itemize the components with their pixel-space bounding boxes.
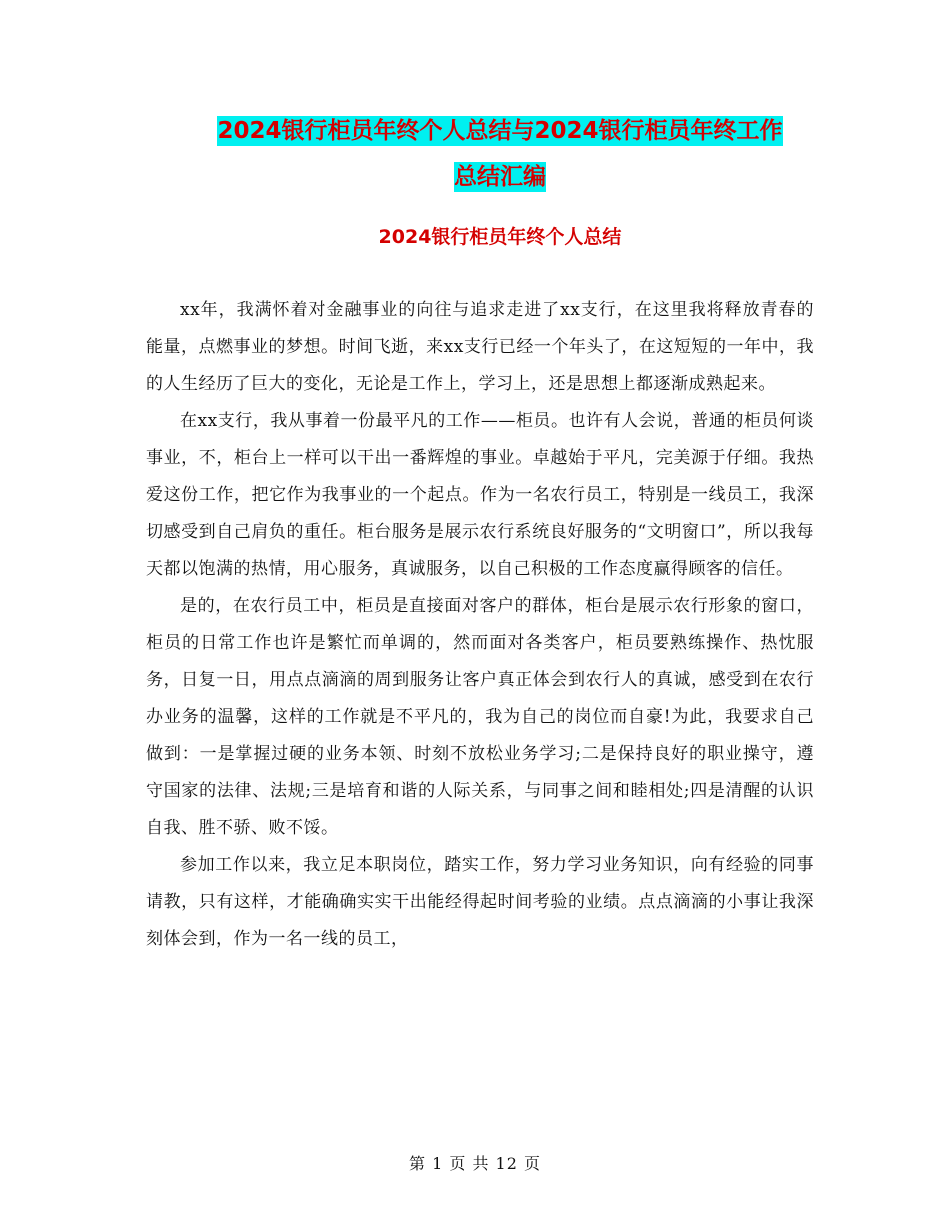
document-title-line-1: 2024银行柜员年终个人总结与2024银行柜员年终工作	[217, 118, 783, 144]
paragraph: 是的，在农行员工中，柜员是直接面对客户的群体，柜台是展示农行形象的窗口，柜员的日常工作也许是繁忙而单调的，然而面对各类客户，柜员要熟练操作、热忱服务，日复一日，用点点滴滴的周到服务让客户真正体会到农行人的真诚，感受到在农行办业务的温馨，这样的工作就是不平凡的，我为自己的岗位而自豪!为此，我要求自己做到：一是掌握过硬的业务本领、时刻不放松业务学习;二是保持良好的职业操守，遵守国家的法律、法规;三是培育和谐的人际关系，与同事之间和睦相处;四是清醒的认识自我、胜不骄、败不馁。	[146, 596, 814, 838]
paragraph: xx年，我满怀着对金融事业的向往与追求走进了xx支行，在这里我将释放青春的能量，点燃事业的梦想。时间飞逝，来xx支行已经一个年头了，在这短短的一年中，我的人生经历了巨大的变化，无论是工作上，学习上，还是思想上都逐渐成熟起来。	[146, 300, 814, 394]
document-title-line-2: 总结汇编	[454, 164, 546, 190]
document-title	[140, 108, 860, 200]
section-title: 2024银行柜员年终个人总结	[378, 226, 622, 248]
page-footer	[0, 1152, 950, 1176]
paragraph: 参加工作以来，我立足本职岗位，踏实工作，努力学习业务知识，向有经验的同事请教，只有这样，才能确确实实干出能经得起时间考验的业绩。点点滴滴的小事让我深刻体会到，作为一名一线的员工，	[146, 855, 814, 949]
page-number: 第 1 页 共 12 页	[409, 1154, 541, 1173]
document-body	[146, 292, 814, 958]
paragraph: 在xx支行，我从事着一份最平凡的工作——柜员。也许有人会说，普通的柜员何谈事业，不，柜台上一样可以干出一番辉煌的事业。卓越始于平凡，完美源于仔细。我热爱这份工作，把它作为我事业的一个起点。作为一名农行员工，特别是一线员工，我深切感受到自己肩负的重任。柜台服务是展示农行系统良好服务的“文明窗口”，所以我每天都以饱满的热情，用心服务，真诚服务，以自己积极的工作态度赢得顾客的信任。	[146, 411, 814, 579]
